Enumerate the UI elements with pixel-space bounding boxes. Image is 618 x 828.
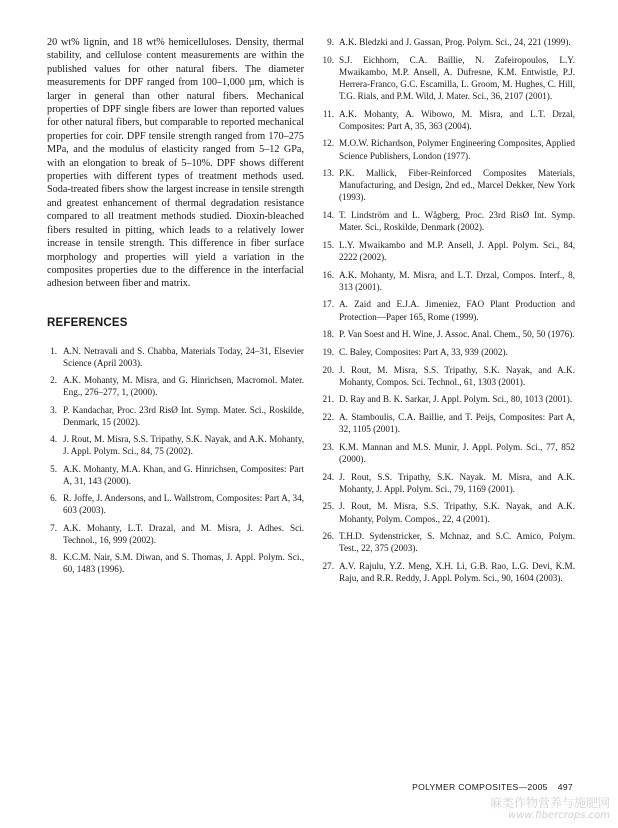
reference-item (320, 411, 575, 435)
reference-text: P.K. Mallick, Fiber-Reinforced Composites Materials, Manufacturing, and Design, 2nd ed., Marcel Dekker, New York (1993). (339, 168, 575, 203)
reference-item (320, 239, 575, 263)
reference-text: A. Stamboulis, C.A. Baillie, and T. Peijs, Composites: Part A, 32, 1105 (2001). (339, 412, 575, 435)
reference-number: 3. (50, 404, 57, 415)
references-heading: REFERENCES (47, 316, 128, 329)
reference-item (47, 345, 304, 369)
reference-item (320, 328, 575, 340)
reference-item (320, 346, 575, 358)
reference-text: A.K. Mohanty, M. Misra, and G. Hinrichsen, Macromol. Mater. Eng., 276–277, 1, (2000). (63, 375, 304, 398)
reference-text: J. Rout, M. Misra, S.S. Tripathy, S.K. Nayak, and A.K. Mohanty, Polym. Compos., 22, 4 (2001). (339, 501, 575, 524)
reference-number: 27. (322, 560, 334, 571)
right-column (320, 36, 575, 590)
reference-text: A.V. Rajulu, Y.Z. Meng, X.H. Li, G.B. Rao, L.G. Devi, K.M. Raju, and R.R. Reddy, J. Appl. Polym. Sci., 90, 1604 (2003). (339, 560, 575, 584)
reference-number: 13. (322, 168, 334, 179)
reference-text: T. Lindström and L. Wågberg, Proc. 23rd RisØ Int. Symp. Mater. Sci., Roskilde, Denmark (2002). (339, 210, 575, 233)
reference-text: A. Zaid and E.J.A. Jimeniez, FAO Plant Production and Protection—Paper 165, Rome (1999). (339, 299, 575, 322)
reference-number: 1. (50, 345, 57, 356)
site-watermark (490, 796, 610, 822)
reference-item (47, 374, 304, 398)
journal-footer: POLYMER COMPOSITES—2005 (412, 782, 548, 792)
reference-item (320, 393, 575, 405)
reference-number: 5. (50, 463, 57, 474)
reference-number: 20. (322, 364, 334, 375)
reference-text: S.J. Eichhorn, C.A. Baillie, N. Zafeiropoulos, L.Y. Mwaikambo, M.P. Ansell, A. Dufresne, K.M. Entwistle, P.J. Herrera-Franco, G.C. Escamilla, L. Groom, M. Hughes, C. Hill, T.G. Rials, and P.M. Wild, J. Mater. Sci., 36, 2107 (2001). (339, 54, 575, 101)
reference-number: 11. (322, 108, 334, 119)
reference-number: 10. (322, 54, 334, 65)
reference-number: 7. (50, 522, 57, 533)
reference-number: 14. (322, 210, 334, 221)
reference-text: R. Joffe, J. Andersons, and L. Wallstrom, Composites: Part A, 34, 603 (2003). (63, 493, 304, 516)
reference-number: 23. (322, 441, 334, 452)
reference-text: A.K. Bledzki and J. Gassan, Prog. Polym. Sci., 24, 221 (1999). (339, 37, 571, 47)
reference-item (320, 560, 575, 584)
reference-text: J. Rout, S.S. Tripathy, S.K. Nayak. M. Misra, and A.K. Mohanty, J. Appl. Polym. Sci., 79, 1169 (2001). (339, 471, 575, 494)
reference-item (320, 500, 575, 524)
watermark-site-name: 麻类作物营养与施肥网 (489, 796, 610, 810)
reference-number: 16. (322, 269, 334, 280)
reference-number: 26. (322, 531, 334, 542)
reference-item (47, 404, 304, 428)
reference-text: A.K. Mohanty, L.T. Drazal, and M. Misra, J. Adhes. Sci. Technol., 16, 999 (2002). (63, 522, 304, 545)
reference-item (320, 298, 575, 322)
reference-item (320, 269, 575, 293)
reference-item (47, 522, 304, 546)
reference-text: A.K. Mohanty, M.A. Khan, and G. Hinrichsen, Composites: Part A, 31, 143 (2000). (63, 463, 304, 486)
reference-text: J. Rout, M. Misra, S.S. Tripathy, S.K. Nayak, and A.K. Mohanty, Compos. Sci. Technol., 61, 1303 (2001). (339, 364, 575, 387)
reference-text: K.C.M. Nair, S.M. Diwan, and S. Thomas, J. Appl. Polym. Sci., 60, 1483 (1996). (63, 552, 304, 575)
reference-item (47, 492, 304, 516)
reference-item (320, 108, 575, 132)
reference-text: C. Baley, Composites: Part A, 33, 939 (2002). (339, 346, 508, 357)
reference-number: 21. (322, 394, 334, 405)
reference-text: T.H.D. Sydenstricker, S. Mchnaz, and S.C. Amico, Polym. Test., 22, 375 (2003). (339, 531, 575, 554)
watermark-url: www.fibercrops.com (508, 810, 610, 821)
reference-text: J. Rout, M. Misra, S.S. Tripathy, S.K. Nayak, and A.K. Mohanty, J. Appl. Polym. Sci., 84, 75 (2002). (63, 434, 304, 457)
reference-text: A.K. Mohanty, A. Wibowo, M. Misra, and L.T. Drzal, Composites: Part A, 35, 363 (2004). (339, 108, 575, 131)
reference-number: 6. (50, 493, 57, 504)
page-footer (412, 782, 573, 792)
reference-text: P. Van Soest and H. Wine, J. Assoc. Anal. Chem., 50, 50 (1976). (339, 329, 575, 340)
page-number: 497 (557, 782, 573, 792)
reference-text: A.K. Mohanty, M. Misra, and L.T. Drzal, Compos. Interf., 8, 313 (2001). (339, 269, 575, 292)
reference-item (320, 209, 575, 233)
reference-item (320, 364, 575, 388)
reference-item (47, 463, 304, 487)
reference-item (320, 137, 575, 161)
body-paragraph: 20 wt% lignin, and 18 wt% hemicelluloses. Density, thermal stability, and cellulose content measurements are within the published values for other natural fibers. The diameter measurements for DPF ranged from 100–1,000 µm, which is larger in general than other natural fibers. Mechanical properties of DPF single fibers are lower than reported values for other natural fibers, but comparable to reported mechanical properties for coir. DPF tensile strength ranged from 170–275 MPa, and the modulus of elasticity ranged from 5–12 GPa, with an elongation to break of 5–10%. DPF shows different properties with different types of treatment methods used. Soda-treated fibers show the largest increase in tensile strength and greatest enhancement of thermal degradation resistance compared to all treatment methods studied. Dioxin-bleached fibers resulted in pitting, which leads to a relatively lower increase in tensile strength. This difference in fiber surface morphology and properties will yield a variation in the composites properties due to the difference in the interfacial adhesion between fiber and matrix. (47, 37, 304, 290)
reference-item (320, 54, 575, 102)
reference-number: 22. (322, 412, 334, 423)
left-column (47, 36, 304, 581)
reference-item (320, 471, 575, 495)
reference-item (320, 530, 575, 554)
reference-text: P. Kandachar, Proc. 23rd RisØ Int. Symp. Mater. Sci., Roskilde, Denmark, 15 (2002). (63, 404, 304, 427)
reference-number: 4. (50, 434, 57, 445)
references-list-right (320, 36, 575, 584)
reference-item (320, 167, 575, 203)
reference-text: K.M. Mannan and M.S. Munir, J. Appl. Polym. Sci., 77, 852 (2000). (339, 441, 575, 464)
reference-number: 24. (322, 471, 334, 482)
reference-item (47, 433, 304, 457)
reference-item (47, 551, 304, 575)
reference-number: 9. (327, 37, 334, 47)
reference-number: 17. (322, 299, 334, 310)
reference-number: 19. (322, 346, 334, 357)
reference-number: 25. (322, 501, 334, 512)
reference-text: M.O.W. Richardson, Polymer Engineering Composites, Applied Science Publishers, London (1977). (339, 138, 575, 161)
reference-number: 12. (322, 138, 334, 149)
reference-number: 18. (322, 329, 334, 340)
reference-number: 8. (50, 552, 57, 563)
reference-number: 2. (50, 375, 57, 386)
reference-number: 15. (322, 239, 334, 250)
reference-item (320, 36, 575, 48)
reference-text: A.N. Netravali and S. Chabba, Materials Today, 24–31, Elsevier Science (April 2003). (63, 345, 304, 368)
references-list-left (47, 345, 304, 576)
reference-item (320, 441, 575, 465)
reference-text: L.Y. Mwaikambo and M.P. Ansell, J. Appl. Polym. Sci., 84, 2222 (2002). (339, 239, 575, 262)
reference-text: D. Ray and B. K. Sarkar, J. Appl. Polym. Sci., 80, 1013 (2001). (339, 394, 573, 405)
